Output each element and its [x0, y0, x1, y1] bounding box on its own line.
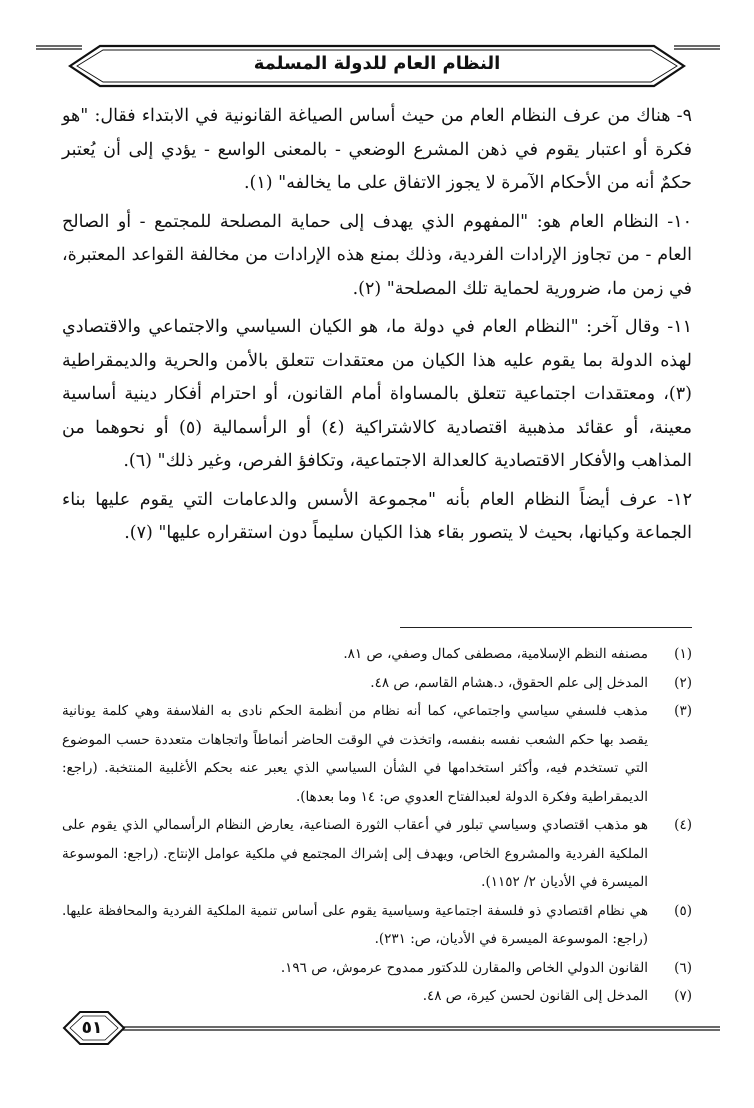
- footnote-3: [62, 697, 692, 811]
- main-text: [62, 100, 692, 551]
- footnote-1: [62, 640, 692, 669]
- footnote-text: هو مذهب اقتصادي وسياسي تبلور في أعقاب الثورة الصناعية، يعارض النظام الرأسمالي الذي يقوم على الملكية الفردية والمشروع الخاص، ويهدف إلى إشراك المجتمع في ملكية عوامل الإنتاج. (راجع: الموسوعة الميسرة في الأديان ٢/ ١١٥٢).: [62, 817, 648, 890]
- footnote-number: (٤): [674, 817, 692, 833]
- footnote-4: [62, 811, 692, 897]
- footnote-6: [62, 954, 692, 983]
- paragraph-12: ١٢- عرف أيضاً النظام العام بأنه "مجموعة الأسس والدعامات التي يقوم عليها بناء الجماعة وكيانها، بحيث لا يتصور بقاء هذا الكيان سليماً دون استقراره عليها" (٧).: [62, 489, 692, 543]
- footnote-divider: [400, 627, 692, 628]
- footnote-text: مصنفه النظم الإسلامية، مصطفى كمال وصفي، ص ٨١.: [343, 646, 648, 662]
- footnote-number: (٦): [674, 959, 692, 976]
- paragraph-10: ١٠- النظام العام هو: "المفهوم الذي يهدف إلى حماية المصلحة للمجتمع - أو الصالح العام - من تجاوز الإرادات الفردية، وذلك بمنع هذه الإرادات من مخالفة القواعد المعتبرة، في زمن ما، ضرورية لحماية تلك المصلحة" (٢).: [62, 211, 692, 299]
- footnote-5: [62, 897, 692, 954]
- footnote-number: (٥): [674, 902, 692, 919]
- footnote-text: هي نظام اقتصادي ذو فلسفة اجتماعية وسياسية يقوم على أساس تنمية الملكية الفردية والمحافظة عليها. (راجع: الموسوعة الميسرة في الأديان، ص: ٢٣١).: [62, 902, 648, 947]
- footnote-number: (٢): [674, 674, 692, 691]
- footnote-text: المدخل إلى القانون لحسن كيرة، ص ٤٨.: [422, 988, 648, 1004]
- footnote-number: (٣): [674, 703, 692, 719]
- footnote-2: [62, 669, 692, 698]
- page-number: ٥١: [81, 1018, 103, 1038]
- footnote-number: (٧): [674, 988, 692, 1004]
- footnote-number: (١): [674, 646, 692, 662]
- footnote-text: القانون الدولي الخاص والمقارن للدكتور ممدوح عرموش، ص ١٩٦.: [280, 959, 648, 976]
- paragraph-11: ١١- وقال آخر: "النظام العام في دولة ما، هو الكيان السياسي والاجتماعي والاقتصادي لهذه الدولة بما يقوم عليه هذا الكيان من معتقدات تتعلق بالأمن والحرية والديمقراطية (٣)، ومعتقدات اجتماعية تتعلق بالمساواة أمام القانون، أو احترام أفكار دينية أساسية معينة، أو عقائد مذهبية اقتصادية كالاشتراكية (٤) أو الرأسمالية (٥) أو نحوهما من المذاهب والأفكار الاقتصادية كالعدالة الاجتماعية، وتكافؤ الفرص، وغير ذلك" (٦).: [62, 317, 692, 471]
- footnotes: [62, 640, 692, 1011]
- footnote-text: المدخل إلى علم الحقوق، د.هشام القاسم، ص ٤٨.: [370, 674, 648, 691]
- paragraph-9: ٩- هناك من عرف النظام العام من حيث أساس الصياغة القانونية في الابتداء فقال: "هو فكرة أو اعتبار يقوم في ذهن المشرع الوضعي - بالمعنى الواسع - يؤدي إلى أن يُعتبر حكمٌ أنه من الأحكام الآمرة لا يجوز الاتفاق على ما يخالفه" (١).: [62, 106, 692, 193]
- footnote-text: مذهب فلسفي سياسي واجتماعي، كما أنه نظام من أنظمة الحكم نادى به الفلاسفة وهي كلمة يونانية يقصد بها حكم الشعب نفسه بنفسه، واتخذت في الوقت الحاضر أنماطاً واتجاهات متعددة حسب الموضوع التي تستخدم فيه، وأكثر استخدامها في الشأن السياسي الذي يعبر عنه بحكم الأغلبية المنتخبة. (راجع: الديمقراطية وفكرة الدولة لعبدالفتاح العدوي ص: ١٤ وما بعدها).: [62, 703, 648, 805]
- running-header-title: النظام العام للدولة المسلمة: [253, 53, 501, 74]
